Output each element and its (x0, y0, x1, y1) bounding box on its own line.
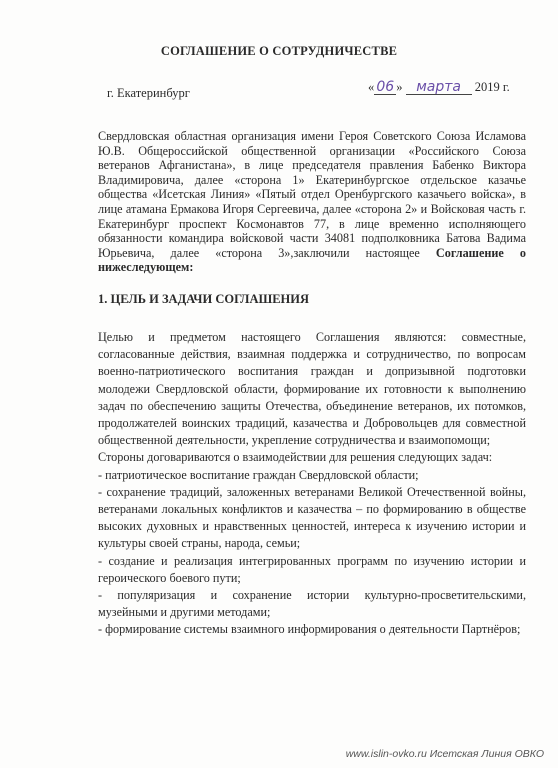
list-item: - патриотическое воспитание граждан Свердловской области; (98, 467, 419, 482)
document-title: СОГЛАШЕНИЕ О СОТРУДНИЧЕСТВЕ (160, 44, 398, 58)
list-item: - сохранение традиций, заложенных ветеранами Великой Отечественной войны, ветеранами локальных конфликтов и казачества – по формированию в обществе высоких духовных и нравственных ценностей, интереса к изучению истории и культуры своей страны, народа, семьи; (98, 484, 526, 551)
list-item: - популяризация и сохранение истории культурно-просветительскими, музейными и другими методами; (98, 588, 526, 620)
list-item: - формирование системы взаимного информирования о деятельности Партнёров; (98, 622, 521, 637)
intro-text: Свердловская областная организация имени Героя Советского Союза Исламова Ю.В. Общероссийской общественной организации «Российского Союза ветеранов Афганистана», в лице председателя правления Бабенко Виктора Владимировича, далее «сторона 1» Екатеринбургское отдельское казачье общества «Исетская Линия» «Пятый отдел Оренбургского казачьего войска», в лице атамана Ермакова Игоря Сергеевича, далее «сторона 2» и Войсковая часть г. Екатеринбург проспект Космонавтов 77, в лице временно исполняющего обязанности командира войсковой части 34081 подполковника Батова Вадима Юрьевича, далее «сторона 3»,заключили настоящее (98, 129, 526, 260)
section-1-title: 1. ЦЕЛЬ И ЗАДАЧИ СОГЛАШЕНИЯ (98, 292, 310, 306)
list-item: - создание и реализация интегрированных программ по изучению истории и героического боевого пути; (98, 553, 526, 585)
section-1-body (98, 329, 526, 639)
handwritten-month: марта (406, 80, 472, 95)
paragraph: Стороны договариваются о взаимодействии для решения следующих задач: (98, 450, 493, 465)
document-date (368, 80, 510, 95)
intro-paragraph (98, 129, 526, 275)
city: г. Екатеринбург (107, 86, 190, 100)
intro-bold-text: Соглашение о нижеследующем: (98, 245, 526, 275)
date-close-quote: » (396, 80, 403, 94)
footer-watermark: www.islin-ovko.ru Исетская Линия ОВКО (345, 748, 544, 760)
handwritten-day: 06 (374, 80, 396, 95)
date-open-quote: « (368, 80, 375, 94)
date-year: 2019 г. (474, 80, 510, 94)
paragraph: Целью и предметом настоящего Соглашения являются: совместные, согласованные действия, взаимная поддержка и сотрудничество, по вопросам военно-патриотического воспитания граждан и допризывной подготовки молодежи Свердловской области, формирование их готовности к выполнению задач по обеспечению защиты Отечества, объединение ветеранов, их потомков, продолжателей воинских традиций, казачества и Добровольцев для совместной общественной деятельности, укрепление сотрудничества и взаимопомощи; (98, 330, 526, 448)
